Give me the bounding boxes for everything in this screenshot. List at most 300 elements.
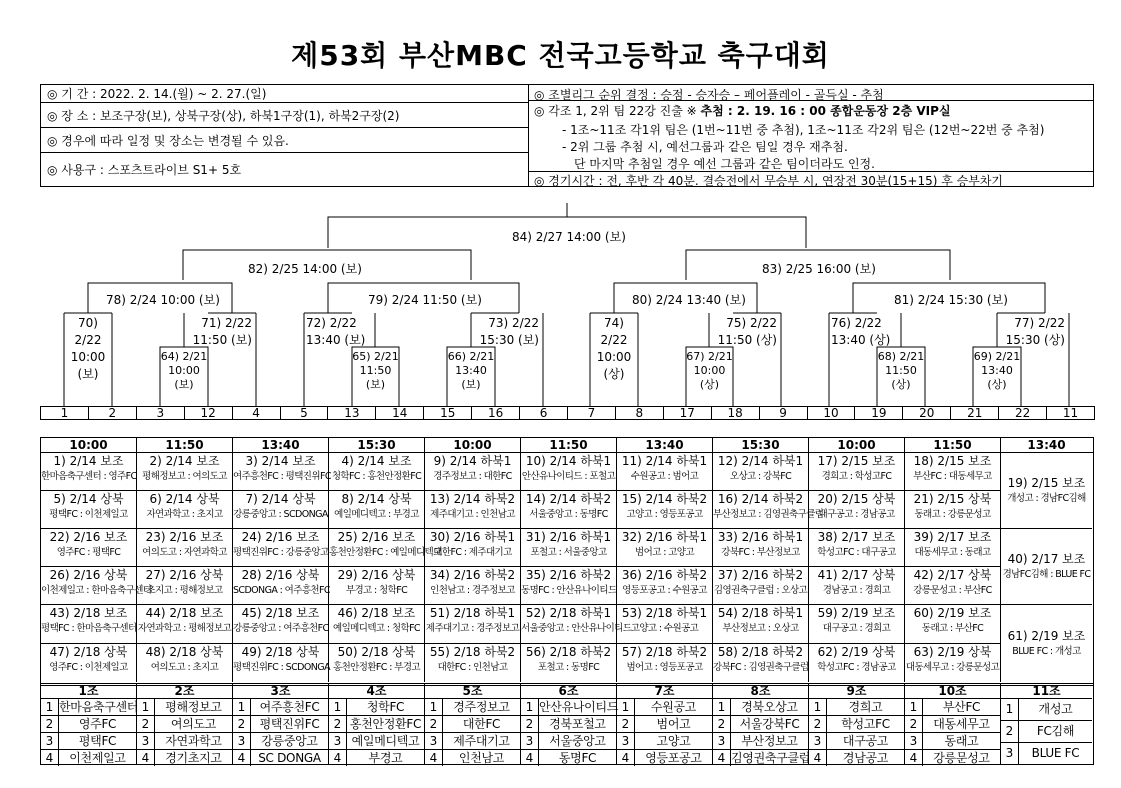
match-cell xyxy=(617,644,713,682)
team-name: 서울중앙고 xyxy=(549,734,606,748)
group-team-row xyxy=(329,750,424,766)
rank-rule: ◎ 조별리그 순위 결정 : 승점 - 승자승 – 페어플레이 - 골득실 - 추첨 xyxy=(534,88,884,102)
team-rank: 1 xyxy=(329,699,347,715)
match-cell xyxy=(1001,453,1092,529)
group-name: 9조 xyxy=(809,684,904,699)
match-teams: 동명FC : 안산유나이티드 xyxy=(521,585,617,596)
match-cell xyxy=(1001,529,1092,605)
match-teams: 자연과학고 : 초지고 xyxy=(146,509,223,520)
match-info: 33) 2/16 하북1 xyxy=(717,530,804,544)
group-name: 1조 xyxy=(41,684,136,699)
seed-slot: 5 xyxy=(280,406,329,420)
match-id: 75) 2/22 xyxy=(726,316,777,330)
match-info: 50) 2/18 상북 xyxy=(337,645,416,659)
team-rank: 3 xyxy=(41,733,59,749)
group-column xyxy=(713,684,809,764)
match-teams: 여의도고 : 자연과학고 xyxy=(142,547,227,558)
team-name: 자연과학고 xyxy=(165,734,222,748)
group-team-row xyxy=(425,750,520,766)
match-teams: 서울중앙고 : 안산유나이티드 xyxy=(521,623,632,634)
match-info: 59) 2/19 보조 xyxy=(817,606,896,620)
r22-match-68 xyxy=(877,350,925,392)
match-teams: 범어고 : 영등포공고 xyxy=(626,662,703,673)
match-cell xyxy=(809,491,905,529)
semi-match-83: 83) 2/25 16:00 (보) xyxy=(762,262,876,276)
group-name: 7조 xyxy=(617,684,712,699)
group-column xyxy=(521,684,617,764)
match-teams: 초지고 : 평해정보고 xyxy=(146,585,223,596)
match-cell xyxy=(809,567,905,605)
match-venue: (보) xyxy=(461,378,481,391)
match-cell xyxy=(521,491,617,529)
match-teams: 동래고 : 강릉문성고 xyxy=(914,509,991,520)
team-rank: 2 xyxy=(617,716,635,732)
match-cell xyxy=(425,529,521,567)
match-info: 37) 2/16 하북2 xyxy=(717,568,804,582)
match-teams: 대한FC : 인천남고 xyxy=(437,662,508,673)
match-info: 54) 2/18 하북1 xyxy=(717,606,804,620)
team-rank: 1 xyxy=(41,699,59,715)
quarter-match-78: 78) 2/24 10:00 (보) xyxy=(106,293,220,307)
team-name: 경주정보고 xyxy=(453,700,510,714)
team-name: 서울강북FC xyxy=(739,717,800,731)
seed-slot: 14 xyxy=(375,406,424,420)
match-time: 13:40 (상) xyxy=(831,333,891,347)
match-teams: 고양고 : 수원공고 xyxy=(630,623,699,634)
match-info: 48) 2/18 상북 xyxy=(145,645,224,659)
match-cell xyxy=(905,644,1001,682)
match-teams: 수원공고 : 범어고 xyxy=(630,471,699,482)
team-name: 범어고 xyxy=(656,717,691,731)
group-team-row xyxy=(233,699,328,716)
match-info: 25) 2/16 보조 xyxy=(337,530,416,544)
time-slot-header: 13:40 xyxy=(617,438,713,452)
match-cell xyxy=(521,453,617,491)
team-name: 대동세무고 xyxy=(933,717,990,731)
quarter-match-81: 81) 2/24 15:30 (보) xyxy=(894,293,1008,307)
seed-slot: 1 xyxy=(40,406,89,420)
team-rank: 3 xyxy=(137,733,155,749)
group-team-row xyxy=(137,750,232,766)
match-info: 45) 2/18 보조 xyxy=(241,606,320,620)
seed-slot: 9 xyxy=(759,406,808,420)
team-name: 수원공고 xyxy=(650,700,697,714)
team-rank: 1 xyxy=(137,699,155,715)
team-name: 부경고 xyxy=(368,751,403,765)
match-info: 8) 2/14 상북 xyxy=(341,492,412,506)
team-rank: 4 xyxy=(233,750,251,766)
match-cell xyxy=(713,605,809,644)
group-team-row xyxy=(137,716,232,733)
team-name: 대구공고 xyxy=(842,734,889,748)
match-teams: 김영권축구클럽 : 오상고 xyxy=(713,585,808,596)
match-teams: 안산유나이티드 : 포철고 xyxy=(521,471,616,482)
team-name: 한마음축구센터 xyxy=(59,700,139,714)
match-teams: 대동세무고 : 강릉문성고 xyxy=(905,662,1000,673)
team-name: 경남공고 xyxy=(842,751,889,765)
match-teams: 서울중앙고 : 동명FC xyxy=(529,509,608,520)
match-teams: 제주대기고 : 경주정보고 xyxy=(425,623,520,634)
time-slot-header: 15:30 xyxy=(713,438,809,452)
match-cell xyxy=(521,567,617,605)
team-name: 인천남고 xyxy=(458,751,505,765)
team-rank: 4 xyxy=(425,750,443,766)
match-cell xyxy=(713,567,809,605)
match-info: 9) 2/14 하북1 xyxy=(433,454,512,468)
team-name: 제주대기고 xyxy=(453,734,510,748)
match-id: 67) 2/21 xyxy=(686,350,733,363)
team-rank: 3 xyxy=(233,733,251,749)
group-table xyxy=(40,683,1094,765)
match-cell xyxy=(809,453,905,491)
match-id: 77) 2/22 xyxy=(1014,316,1065,330)
group-team-row xyxy=(617,750,712,766)
match-info: 11) 2/14 하북1 xyxy=(621,454,708,468)
team-rank: 4 xyxy=(809,750,827,766)
match-cell xyxy=(905,453,1001,491)
match-venue: (상) xyxy=(891,378,911,391)
match-info: 38) 2/17 보조 xyxy=(817,530,896,544)
match-teams: 부산정보고 : 김영권축구클럽 xyxy=(713,509,824,520)
team-name: 동명FC xyxy=(558,751,597,765)
team-rank: 1 xyxy=(1001,699,1019,720)
match-cell xyxy=(521,605,632,644)
time-slot-header: 15:30 xyxy=(329,438,425,452)
group-team-row xyxy=(137,699,232,716)
advance-rule xyxy=(534,102,951,119)
team-rank: 4 xyxy=(329,750,347,766)
team-name: 영등포공고 xyxy=(645,751,702,765)
match-cell xyxy=(137,491,233,529)
match-info: 14) 2/14 하북2 xyxy=(525,492,612,506)
group-name: 5조 xyxy=(425,684,520,699)
match-cell xyxy=(329,491,425,529)
match-info: 24) 2/16 보조 xyxy=(241,530,320,544)
group-team-row xyxy=(809,699,904,716)
match-teams: 한마음축구센터 : 영주FC xyxy=(41,471,137,482)
group-team-row xyxy=(617,716,712,733)
time-slot-header: 11:50 xyxy=(137,438,233,452)
group-team-row xyxy=(713,716,808,733)
group-team-row xyxy=(905,716,1000,733)
match-info: 39) 2/17 보조 xyxy=(913,530,992,544)
team-name: 고양고 xyxy=(656,734,691,748)
group-team-row xyxy=(425,699,520,716)
team-rank: 1 xyxy=(425,699,443,715)
match-cell xyxy=(233,567,329,605)
match-teams: 예일메디텍고 : 부경고 xyxy=(334,509,419,520)
match-teams: 여주흥천FC : 평택진위FC xyxy=(233,471,331,482)
match-teams: 강북FC : 김영권축구클럽 xyxy=(713,662,809,673)
match-info: 22) 2/16 보조 xyxy=(49,530,128,544)
match-info: 17) 2/15 보조 xyxy=(817,454,896,468)
match-time: 11:50 xyxy=(885,364,917,377)
group-team-row xyxy=(329,699,424,716)
group-team-row xyxy=(41,733,136,750)
match-cell xyxy=(425,605,521,644)
quarter-match-79: 79) 2/24 11:50 (보) xyxy=(368,293,482,307)
group-team-row xyxy=(233,750,328,766)
r22-match-67 xyxy=(686,350,733,392)
match-id: 66) 2/21 xyxy=(447,350,495,363)
group-team-row xyxy=(905,699,1000,716)
match-info: 53) 2/18 하북1 xyxy=(621,606,708,620)
info-box xyxy=(40,84,1094,187)
match-info: 10) 2/14 하북1 xyxy=(525,454,612,468)
match-cell xyxy=(809,644,905,682)
team-name: 경기초지고 xyxy=(165,751,222,765)
match-cell xyxy=(137,644,233,682)
match-venue: (상) xyxy=(603,367,625,381)
match-cell xyxy=(521,644,617,682)
match-teams: 대구공고 : 경남공고 xyxy=(818,509,895,520)
match-teams: 경남FC김해 : BLUE FC xyxy=(1002,569,1091,580)
match-teams: 학성고FC : 대구공고 xyxy=(817,547,896,558)
match-info: 34) 2/16 하북2 xyxy=(429,568,516,582)
match-venue: (보) xyxy=(365,378,386,391)
seed-slot: 8 xyxy=(615,406,664,420)
team-name: 부산정보고 xyxy=(741,734,798,748)
match-info: 19) 2/15 보조 xyxy=(1007,476,1086,490)
draw-note-3: 단 마지막 추첨일 경우 예선 그룹과 같은 팀이더라도 인정. xyxy=(574,157,875,171)
seed-slot: 19 xyxy=(854,406,903,420)
group-team-row xyxy=(617,733,712,750)
match-cell xyxy=(41,491,137,529)
group-team-row xyxy=(713,733,808,750)
team-name: 개성고 xyxy=(1038,702,1073,716)
match-teams: 대한FC : 제주대기고 xyxy=(433,547,512,558)
match-time-rule: ◎ 경기시간 : 전, 후반 각 40분. 결승전에서 무승부 시, 연장전 30분(15+15) 후 승부차기 xyxy=(534,174,1004,188)
match-teams: 평택FC : 한마음축구센터 xyxy=(41,623,137,634)
group-team-row xyxy=(329,733,424,750)
info-venue: ◎ 장 소 : 보조구장(보), 상북구장(상), 하북1구장(1), 하북2구장(2) xyxy=(41,103,528,128)
match-teams: 부산FC : 대동세무고 xyxy=(913,471,992,482)
match-cell xyxy=(41,567,152,605)
seed-slot: 7 xyxy=(567,406,616,420)
team-rank: 4 xyxy=(521,750,539,766)
team-rank: 4 xyxy=(617,750,635,766)
match-venue: (상) xyxy=(699,378,720,391)
match-info: 58) 2/18 하북2 xyxy=(717,645,804,659)
seed-slot: 4 xyxy=(232,406,281,420)
match-time: 13:40 xyxy=(455,364,487,377)
match-info: 15) 2/14 하북2 xyxy=(621,492,708,506)
info-ball: ◎ 사용구 : 스포츠트라이브 S1+ 5호 xyxy=(47,163,242,177)
match-cell xyxy=(233,529,329,567)
team-rank: 3 xyxy=(425,733,443,749)
team-rank: 3 xyxy=(617,733,635,749)
match-info: 5) 2/14 상북 xyxy=(53,492,124,506)
match-venue: (보) xyxy=(77,367,99,381)
match-time: 10:00 xyxy=(168,364,200,377)
match-info: 44) 2/18 보조 xyxy=(145,606,224,620)
match-cell xyxy=(617,491,713,529)
match-cell xyxy=(617,605,713,644)
time-slot-header: 11:50 xyxy=(905,438,1001,452)
match-info: 51) 2/18 하북1 xyxy=(429,606,516,620)
match-time: 11:50 (상) xyxy=(717,333,777,347)
match-info: 3) 2/14 보조 xyxy=(245,454,316,468)
match-cell xyxy=(233,644,329,682)
group-column xyxy=(617,684,713,764)
match-cell xyxy=(137,453,233,491)
group-team-row xyxy=(521,750,616,766)
match-info: 43) 2/18 보조 xyxy=(49,606,128,620)
match-info: 4) 2/14 보조 xyxy=(341,454,412,468)
match-time: 10:00 xyxy=(596,350,632,364)
match-info: 42) 2/17 상북 xyxy=(913,568,992,582)
draw-info: 추첨 : 2. 19. 16 : 00 종합운동장 2층 VIP실 xyxy=(700,104,951,118)
match-teams: 자연과학고 : 평해정보고 xyxy=(137,623,232,634)
match-time: 15:30 (상) xyxy=(1005,333,1065,347)
match-cell xyxy=(905,491,1001,529)
match-info: 21) 2/15 상북 xyxy=(913,492,992,506)
team-name: 여주흥천FC xyxy=(259,700,320,714)
match-teams: 평해정보고 : 여의도고 xyxy=(142,471,227,482)
team-name: 경북오상고 xyxy=(741,700,798,714)
match-cell xyxy=(137,605,233,644)
match-id: 71) 2/22 xyxy=(201,316,252,330)
group-team-row xyxy=(809,733,904,750)
match-info: 6) 2/14 상북 xyxy=(149,492,220,506)
seed-slot: 21 xyxy=(950,406,999,420)
match-info: 29) 2/16 상북 xyxy=(337,568,416,582)
match-cell xyxy=(41,605,137,644)
group-team-row xyxy=(1001,743,1092,764)
team-rank: 1 xyxy=(713,699,731,715)
r16-match-70 xyxy=(64,315,112,383)
team-name: SC DONGA xyxy=(258,751,321,765)
match-time: 15:30 (보) xyxy=(479,333,539,347)
match-cell xyxy=(329,567,425,605)
match-teams: 오상고 : 강북FC xyxy=(729,471,792,482)
match-cell xyxy=(329,453,425,491)
match-cell xyxy=(713,529,809,567)
divider xyxy=(528,100,1093,101)
match-info: 28) 2/16 상북 xyxy=(241,568,320,582)
match-id: 70) 2/22 xyxy=(74,316,102,347)
match-teams: 개성고 : 경남FC김해 xyxy=(1007,493,1086,504)
match-info: 31) 2/16 하북1 xyxy=(525,530,612,544)
match-cell xyxy=(425,453,521,491)
match-teams: 강릉문성고 : 부산FC xyxy=(913,585,992,596)
seed-slot: 6 xyxy=(519,406,568,420)
match-info: 23) 2/16 보조 xyxy=(145,530,224,544)
match-info: 12) 2/14 하북1 xyxy=(717,454,804,468)
team-name: 여의도고 xyxy=(170,717,217,731)
match-cell xyxy=(425,491,521,529)
team-name: BLUE FC xyxy=(1031,746,1080,760)
r22-match-65 xyxy=(352,350,399,392)
team-name: 강릉문성고 xyxy=(933,751,990,765)
match-teams: 예일메디텍고 : 청학FC xyxy=(333,623,420,634)
group-team-row xyxy=(521,716,616,733)
match-teams: 포철고 : 서울중앙고 xyxy=(530,547,607,558)
group-name: 10조 xyxy=(905,684,1000,699)
r22-match-69 xyxy=(973,350,1021,392)
match-time: 13:40 (보) xyxy=(306,333,366,347)
match-time: 11:50 xyxy=(359,364,392,377)
team-name: 학성고FC xyxy=(841,717,890,731)
match-teams: 범어고 : 고양고 xyxy=(635,547,694,558)
group-column xyxy=(1001,684,1092,764)
match-id: 72) 2/22 xyxy=(306,316,357,330)
group-team-row xyxy=(617,699,712,716)
team-rank: 2 xyxy=(329,716,347,732)
match-cell xyxy=(905,605,1001,644)
team-rank: 3 xyxy=(809,733,827,749)
final-match: 84) 2/27 14:00 (보) xyxy=(512,230,626,244)
team-rank: 3 xyxy=(713,733,731,749)
team-rank: 4 xyxy=(905,750,923,766)
match-teams: 고양고 : 영등포공고 xyxy=(626,509,703,520)
group-team-row xyxy=(425,733,520,750)
group-name: 2조 xyxy=(137,684,232,699)
group-name: 11조 xyxy=(1001,684,1092,699)
match-teams: 강릉중앙고 : SCDONGA xyxy=(233,509,328,520)
team-rank: 3 xyxy=(521,733,539,749)
group-team-row xyxy=(41,750,136,766)
match-info: 2) 2/14 보조 xyxy=(149,454,220,468)
match-teams: 인천남고 : 경주정보고 xyxy=(430,585,515,596)
match-teams: 학성고FC : 경남공고 xyxy=(817,662,896,673)
team-name: 김영권축구클럽 xyxy=(731,751,811,765)
team-name: 예일메디텍고 xyxy=(351,734,420,748)
team-rank: 2 xyxy=(425,716,443,732)
r16-match-75 xyxy=(711,315,777,349)
schedule-table xyxy=(40,437,1094,686)
team-name: 부산FC xyxy=(942,700,981,714)
team-name: 동래고 xyxy=(944,734,979,748)
r22-match-64 xyxy=(160,350,208,392)
team-name: 이천제일고 xyxy=(69,751,126,765)
time-slot-header: 10:00 xyxy=(425,438,521,452)
team-rank: 2 xyxy=(713,716,731,732)
group-column xyxy=(233,684,329,764)
match-venue: (보) xyxy=(174,378,194,391)
match-id: 74) 2/22 xyxy=(600,316,628,347)
match-teams: 영주FC : 이천제일고 xyxy=(49,662,128,673)
match-teams: 부산정보고 : 오상고 xyxy=(722,623,799,634)
match-teams: 홍천안정환FC : 예일메디텍고 xyxy=(329,547,442,558)
match-info: 30) 2/16 하북1 xyxy=(429,530,516,544)
match-teams: 포철고 : 동명FC xyxy=(537,662,600,673)
group-team-row xyxy=(809,750,904,766)
team-name: 대한FC xyxy=(462,717,501,731)
seed-slot: 10 xyxy=(807,406,856,420)
team-rank: 1 xyxy=(905,699,923,715)
match-cell xyxy=(713,491,824,529)
team-rank: 1 xyxy=(521,699,539,715)
match-teams: 여의도고 : 초지고 xyxy=(150,662,219,673)
team-rank: 4 xyxy=(41,750,59,766)
match-info: 7) 2/14 상북 xyxy=(245,492,316,506)
seed-slot: 22 xyxy=(998,406,1047,420)
schedule-grid xyxy=(41,453,1093,685)
team-rank: 2 xyxy=(41,716,59,732)
team-name: 청학FC xyxy=(366,700,405,714)
match-info: 62) 2/19 상북 xyxy=(817,645,896,659)
match-id: 65) 2/21 xyxy=(352,350,399,363)
match-teams: 대구공고 : 경희고 xyxy=(822,623,891,634)
team-name: 강릉중앙고 xyxy=(261,734,318,748)
r16-match-77 xyxy=(999,315,1065,349)
match-cell xyxy=(905,529,1001,567)
match-teams: 동래고 : 부산FC xyxy=(921,623,984,634)
group-name: 4조 xyxy=(329,684,424,699)
info-left xyxy=(41,85,529,186)
match-cell xyxy=(617,567,713,605)
